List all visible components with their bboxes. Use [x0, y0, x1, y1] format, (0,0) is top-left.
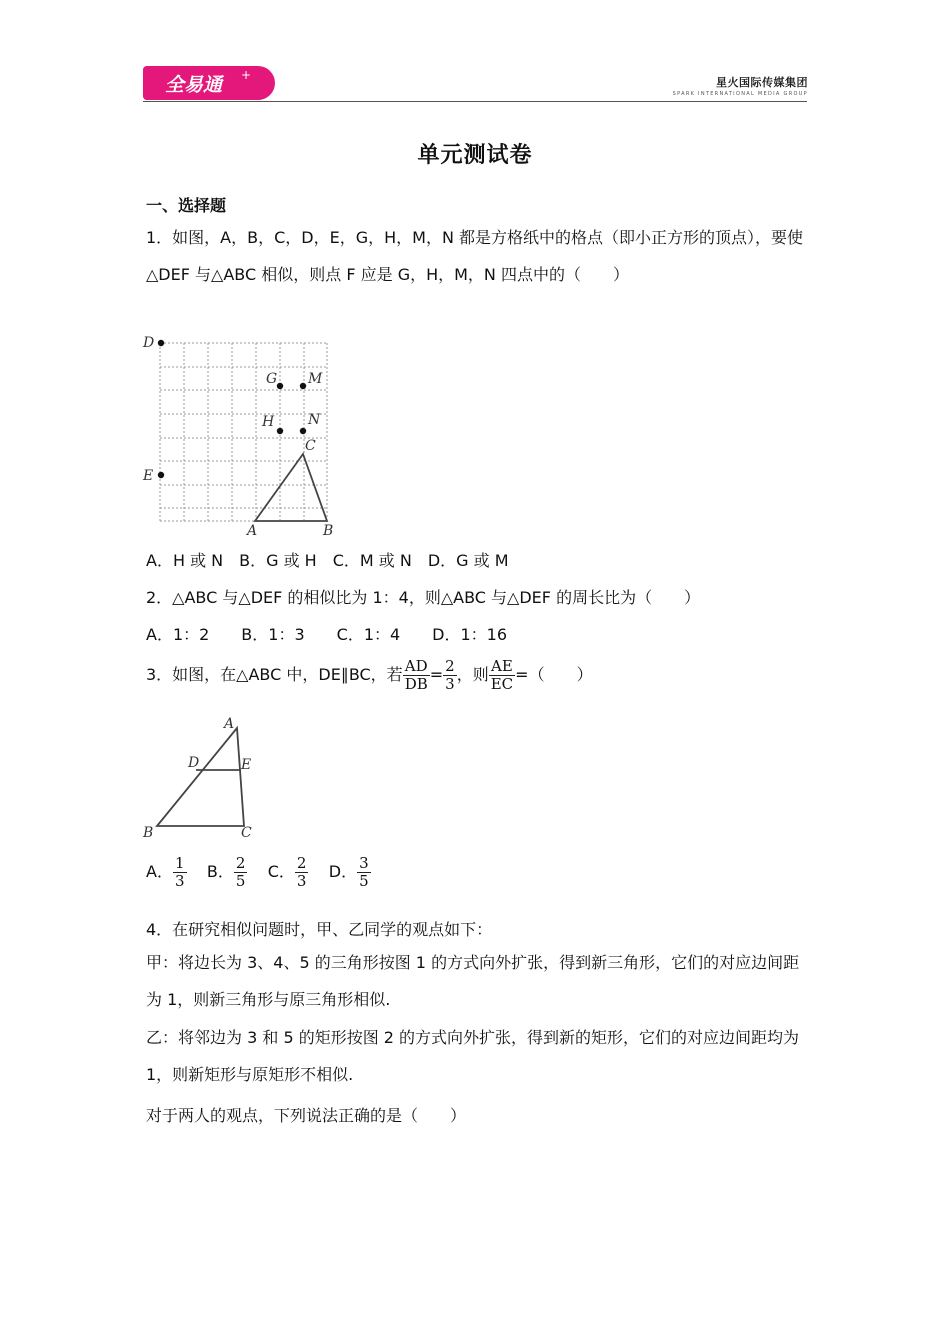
logo: [143, 66, 275, 100]
label-b: B: [323, 523, 334, 539]
point-e: [158, 472, 164, 478]
q3-option-b-label: B．: [206, 862, 234, 881]
label-a: A: [247, 523, 258, 539]
q3-option-a-fraction: $\frac{1}{3}$: [174, 854, 185, 890]
point-g: [277, 383, 283, 389]
point-h: [277, 428, 283, 434]
point-n: [300, 428, 306, 434]
q3-option-c-label: C．: [267, 862, 295, 881]
question-4-question: 对于两人的观点，下列说法正确的是（ ）: [146, 1106, 467, 1125]
label-a-2: A: [224, 716, 235, 732]
q3-text-c: =（ ）: [515, 665, 593, 684]
question-1-options: A．H 或 N B．G 或 H C．M 或 N D．G 或 M: [146, 551, 509, 570]
q3-text-a: 3．如图，在△ABC 中，DE∥BC，若: [146, 665, 403, 684]
triangle-abc-2: [157, 728, 244, 826]
label-g: G: [266, 371, 278, 387]
star-icon: +: [240, 68, 251, 82]
q3-equals: =: [429, 665, 444, 684]
grid-figure: [140, 330, 340, 540]
question-3-stem: [146, 657, 593, 693]
point-d: [158, 340, 164, 346]
q3-option-b-fraction: $\frac{2}{5}$: [235, 854, 246, 890]
question-2-options: A．1：2 B．1：3 C．1：4 D．1：16: [146, 625, 508, 644]
triangle-figure: [140, 712, 270, 842]
page-title: 单元测试卷: [417, 143, 533, 168]
label-c: C: [305, 438, 316, 454]
brand-name-cn: 星火国际传媒集团: [716, 76, 808, 89]
question-1-stem: 1．如图，A，B，C，D，E，G，H，M，N 都是方格纸中的格点（即小正方形的顶点），要使△DEF 与△ABC 相似，则点 F 应是 G，H，M，N 四点中的（ ）: [146, 228, 803, 284]
section-heading: 一、选择题: [146, 196, 227, 215]
point-m: [300, 383, 306, 389]
label-m: M: [308, 371, 323, 387]
question-3-options: [146, 850, 371, 894]
label-h: H: [262, 414, 275, 430]
label-e-2: E: [241, 757, 252, 773]
label-b-2: B: [143, 825, 154, 841]
question-2-stem: 2．△ABC 与△DEF 的相似比为 1：4，则△ABC 与△DEF 的周长比为（ ）: [146, 588, 701, 607]
label-c-2: C: [241, 825, 252, 841]
q3-option-a-label: A．: [146, 862, 173, 881]
question-4-yi: 乙：将邻边为 3 和 5 的矩形按图 2 的方式向外扩张，得到新的矩形，它们的对应边间距均为 1，则新矩形与原矩形不相似.: [146, 1028, 800, 1084]
label-d-2: D: [188, 755, 200, 771]
triangle-abc: [255, 454, 327, 521]
header-divider: [143, 101, 807, 102]
q3-option-d-fraction: $\frac{3}{5}$: [359, 854, 369, 890]
fraction-ae-ec: $\frac{AE}{EC}$: [490, 657, 514, 693]
q3-option-d-label: D．: [328, 862, 358, 881]
label-n: N: [308, 412, 321, 428]
fraction-2-3: $\frac{2}{3}$: [445, 657, 455, 693]
label-d: D: [143, 335, 155, 351]
brand-name-en: SPARK INTERNATIONAL MEDIA GROUP: [672, 91, 808, 97]
q3-option-c-fraction: $\frac{2}{3}$: [296, 854, 307, 890]
question-4-stem: 4．在研究相似问题时，甲、乙同学的观点如下：: [146, 920, 493, 939]
logo-text: 全易通: [165, 74, 223, 96]
publisher-brand: [673, 74, 808, 97]
label-e: E: [143, 468, 154, 484]
q3-text-b: ，则: [456, 665, 489, 684]
fraction-ad-db: $\frac{AD}{DB}$: [404, 657, 428, 693]
question-4-jia: 甲：将边长为 3、4、5 的三角形按图 1 的方式向外扩张，得到新三角形，它们的对应边间距为 1，则新三角形与原三角形相似.: [146, 953, 800, 1009]
